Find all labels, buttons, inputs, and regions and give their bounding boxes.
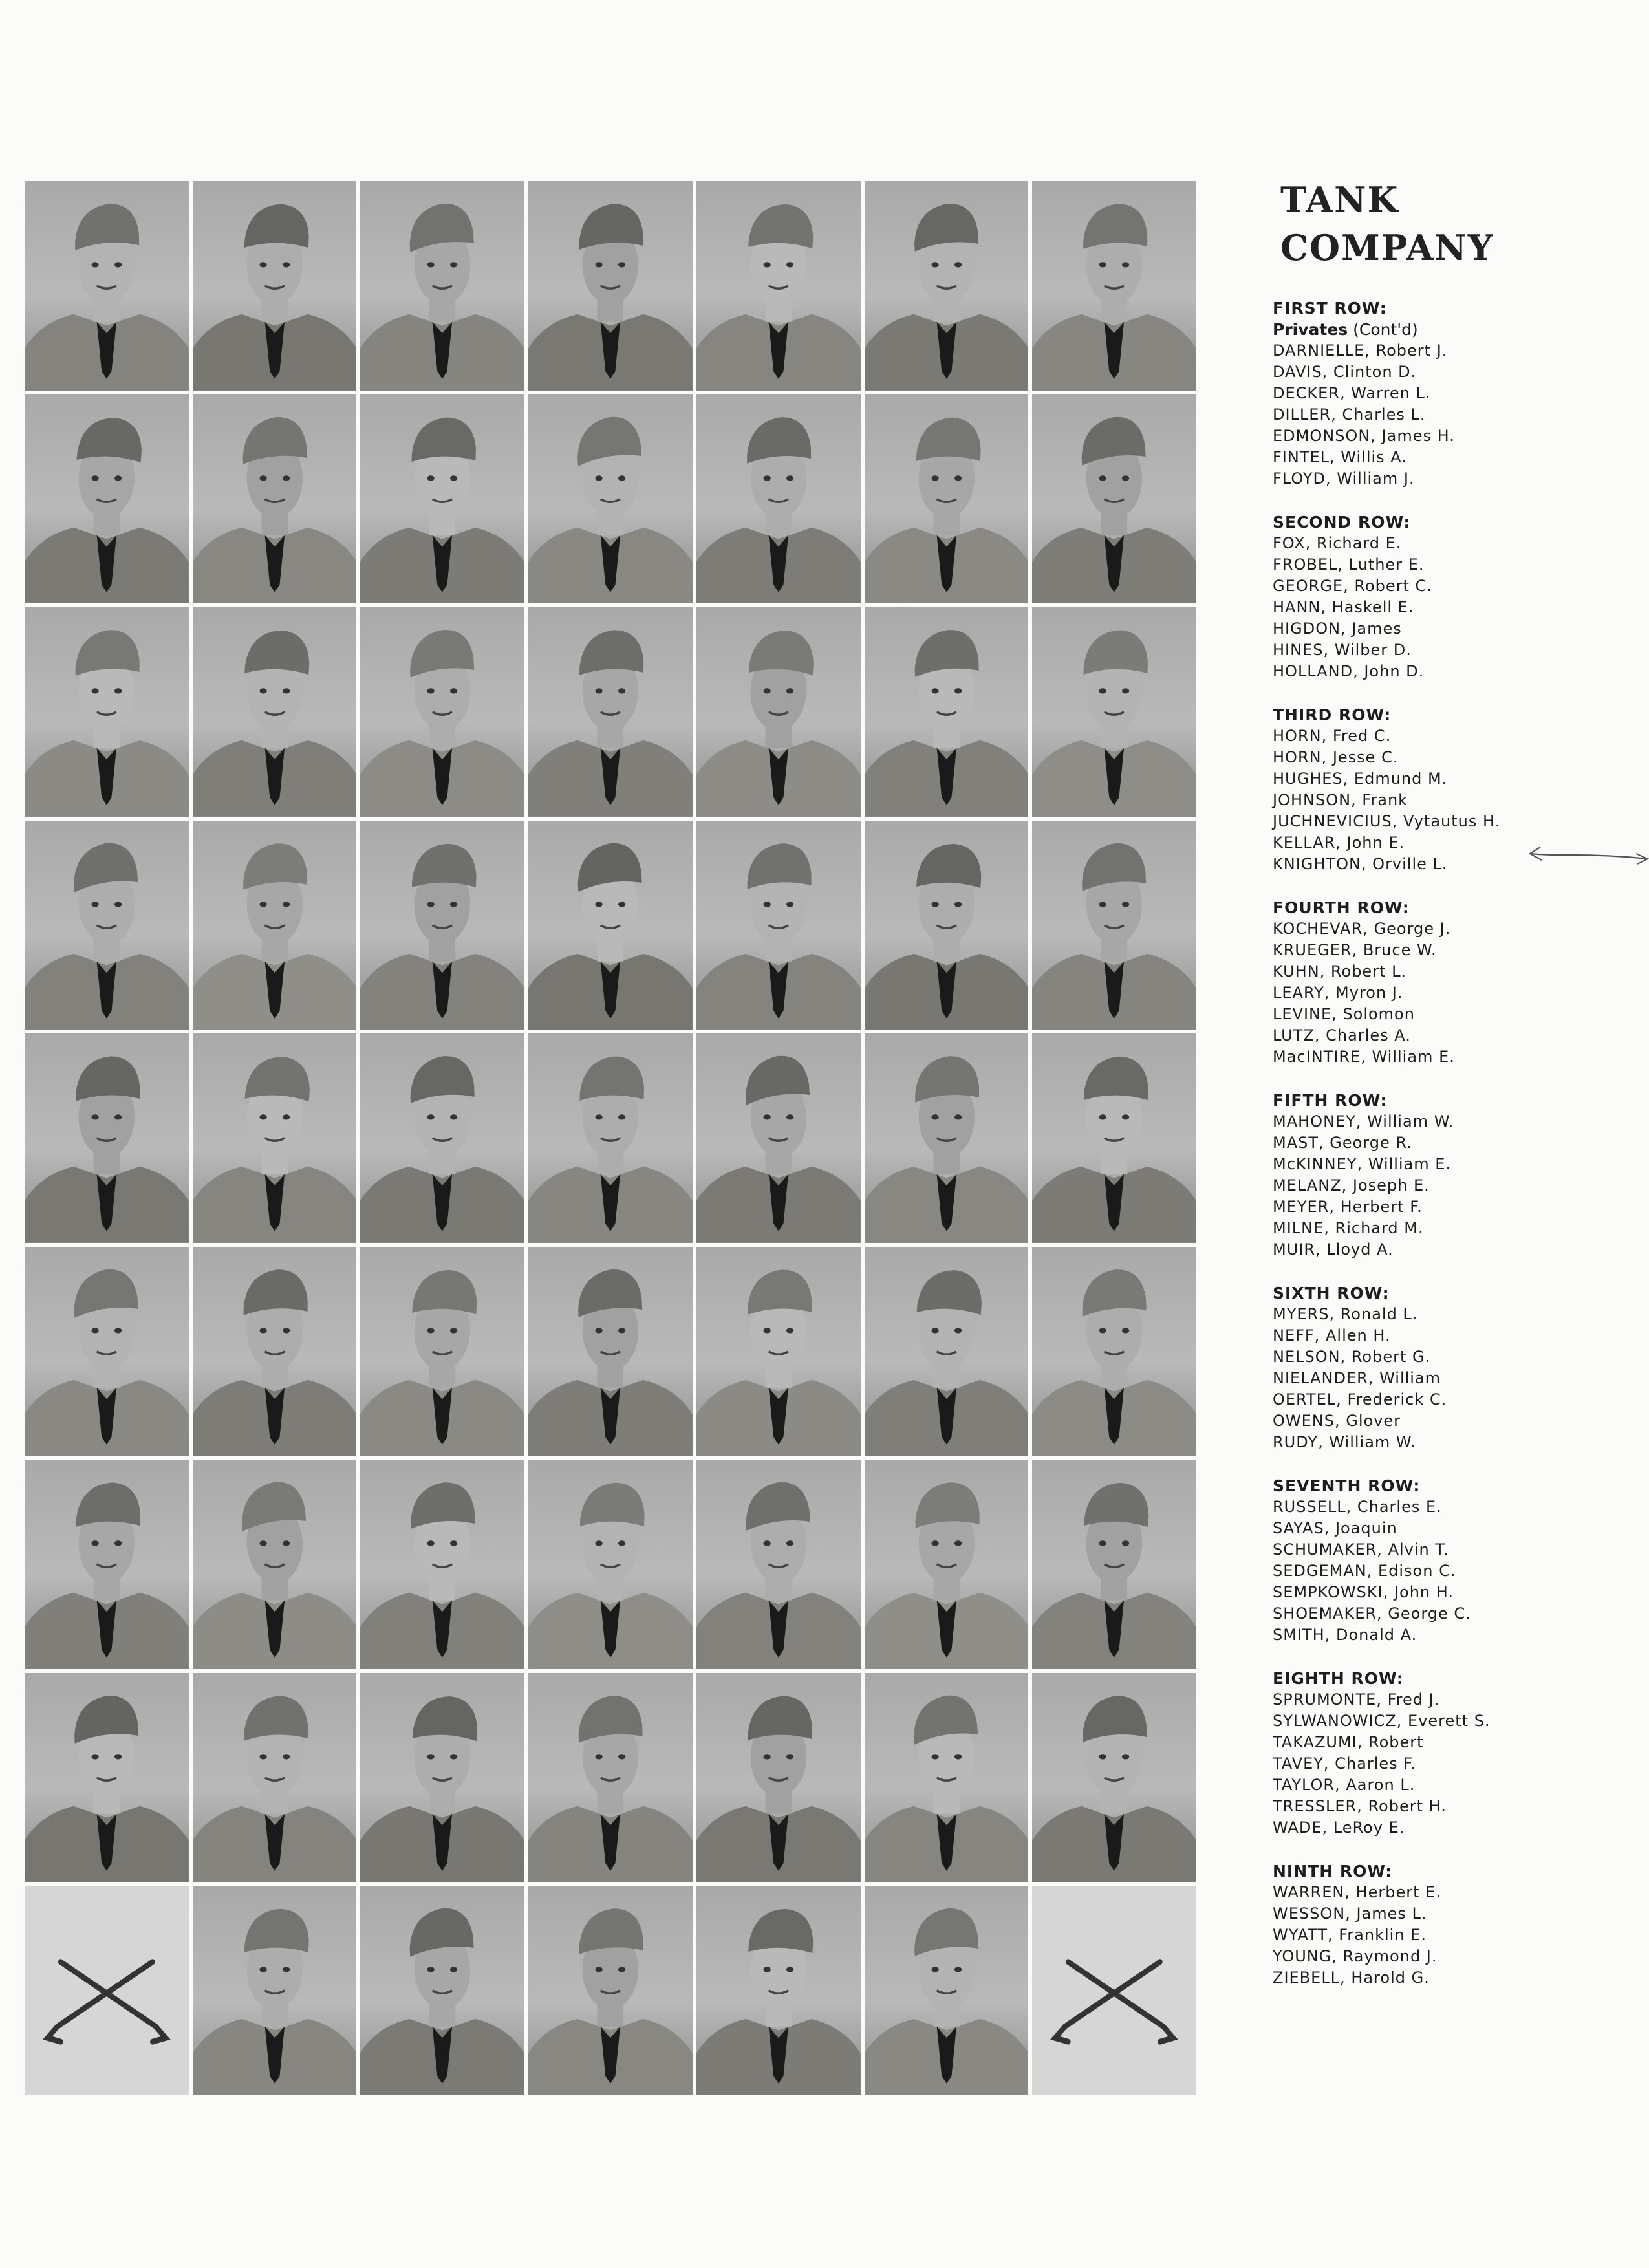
roster-name: SPRUMONTE, Fred J.	[1273, 1690, 1440, 1709]
roster-name: MUIR, Lloyd A.	[1273, 1240, 1394, 1258]
soldier-portrait-photo	[1032, 394, 1196, 604]
title-line-2: COMPANY	[1280, 227, 1494, 268]
roster-name: OERTEL, Frederick C.	[1273, 1390, 1447, 1409]
roster-name: FLOYD, William J.	[1273, 470, 1415, 488]
roster-section	[1273, 1668, 1635, 1839]
soldier-portrait-photo	[865, 1247, 1029, 1456]
roster-name: KUHN, Robert L.	[1273, 962, 1407, 980]
title-line-1: TANK	[1280, 179, 1399, 221]
roster-section	[1273, 1090, 1635, 1260]
soldier-portrait-photo	[696, 1673, 861, 1883]
soldier-portrait-photo	[360, 1247, 524, 1456]
roster-name: FOX, Richard E.	[1273, 534, 1402, 552]
roster-name: TAKAZUMI, Robert	[1273, 1733, 1424, 1751]
roster-name: NEFF, Allen H.	[1273, 1326, 1391, 1345]
soldier-portrait-photo	[1032, 1673, 1196, 1883]
soldier-portrait-photo	[865, 1460, 1029, 1669]
soldier-portrait-photo	[865, 1673, 1029, 1883]
soldier-portrait-photo	[25, 1673, 189, 1883]
roster-name: SHOEMAKER, George C.	[1273, 1604, 1471, 1623]
roster-name: SCHUMAKER, Alvin T.	[1273, 1540, 1449, 1559]
roster-name: RUSSELL, Charles E.	[1273, 1498, 1442, 1516]
roster-name: TRESSLER, Robert H.	[1273, 1797, 1447, 1815]
soldier-portrait-photo	[193, 1247, 357, 1456]
roster-name: LUTZ, Charles A.	[1273, 1026, 1411, 1044]
crossed-rifles-icon	[25, 1886, 189, 2095]
soldier-portrait-photo	[193, 607, 357, 817]
soldier-portrait-photo	[193, 181, 357, 391]
roster-column	[1273, 176, 1635, 1989]
roster-name: NELSON, Robert G.	[1273, 1348, 1431, 1366]
soldier-portrait-photo	[25, 821, 189, 1030]
roster-name: DAVIS, Clinton D.	[1273, 363, 1417, 381]
soldier-portrait-photo	[193, 821, 357, 1030]
roster-name: HINES, Wilber D.	[1273, 641, 1412, 659]
soldier-portrait-photo	[865, 1886, 1029, 2095]
roster-name: MELANZ, Joseph E.	[1273, 1176, 1430, 1194]
roster-section	[1273, 512, 1635, 682]
roster-name: MYERS, Ronald L.	[1273, 1305, 1418, 1323]
soldier-portrait-photo	[865, 181, 1029, 391]
rank-subheading	[1273, 319, 1635, 340]
rank-note: (Cont'd)	[1348, 320, 1418, 339]
soldier-portrait-photo	[528, 1886, 693, 2095]
roster-section	[1273, 1861, 1635, 1989]
page-title	[1280, 176, 1635, 272]
soldier-portrait-photo	[25, 181, 189, 391]
crossed-rifles-icon	[1032, 1886, 1196, 2095]
roster-name: HIGDON, James	[1273, 620, 1402, 638]
soldier-portrait-photo	[696, 1460, 861, 1669]
roster-name: KOCHEVAR, George J.	[1273, 920, 1451, 938]
roster-name: JUCHNEVICIUS, Vytautus H.	[1273, 812, 1501, 830]
row-heading: FIFTH ROW:	[1273, 1091, 1388, 1110]
row-heading: NINTH ROW:	[1273, 1862, 1393, 1881]
roster-name: OWENS, Glover	[1273, 1412, 1401, 1430]
soldier-portrait-photo	[528, 1247, 693, 1456]
row-heading: FOURTH ROW:	[1273, 898, 1410, 917]
roster-name: ZIEBELL, Harold G.	[1273, 1969, 1430, 1987]
soldier-portrait-photo	[193, 1673, 357, 1883]
roster-name: HORN, Fred C.	[1273, 727, 1392, 745]
roster-name: McKINNEY, William E.	[1273, 1155, 1452, 1173]
soldier-portrait-photo	[1032, 1247, 1196, 1456]
roster-name: FINTEL, Willis A.	[1273, 448, 1407, 466]
roster-name: MILNE, Richard M.	[1273, 1219, 1424, 1237]
roster-name: HORN, Jesse C.	[1273, 748, 1399, 766]
soldier-portrait-photo	[1032, 181, 1196, 391]
soldier-portrait-photo	[1032, 607, 1196, 817]
roster-name: LEVINE, Solomon	[1273, 1005, 1415, 1023]
roster-name: WYATT, Franklin E.	[1273, 1926, 1427, 1944]
photo-grid	[25, 181, 1196, 2095]
soldier-portrait-photo	[360, 607, 524, 817]
soldier-portrait-photo	[696, 1886, 861, 2095]
roster-name: RUDY, William W.	[1273, 1433, 1416, 1451]
soldier-portrait-photo	[528, 607, 693, 817]
soldier-portrait-photo	[360, 1673, 524, 1883]
roster-name: LEARY, Myron J.	[1273, 984, 1403, 1002]
roster-name: TAVEY, Charles F.	[1273, 1755, 1416, 1773]
soldier-portrait-photo	[696, 394, 861, 604]
soldier-portrait-photo	[25, 394, 189, 604]
row-heading: EIGHTH ROW:	[1273, 1669, 1404, 1688]
roster-section	[1273, 1475, 1635, 1646]
soldier-portrait-photo	[865, 1033, 1029, 1243]
soldier-portrait-photo	[696, 181, 861, 391]
roster-name: MEYER, Herbert F.	[1273, 1198, 1423, 1216]
roster-name: EDMONSON, James H.	[1273, 427, 1455, 445]
row-heading: SIXTH ROW:	[1273, 1284, 1390, 1302]
soldier-portrait-photo	[528, 821, 693, 1030]
soldier-portrait-photo	[25, 607, 189, 817]
soldier-portrait-photo	[360, 1886, 524, 2095]
roster-name: MAST, George R.	[1273, 1134, 1412, 1152]
soldier-portrait-photo	[696, 1033, 861, 1243]
soldier-portrait-photo	[696, 1247, 861, 1456]
soldier-portrait-photo	[528, 1033, 693, 1243]
soldier-portrait-photo	[528, 181, 693, 391]
soldier-portrait-photo	[193, 1460, 357, 1669]
roster-name: WARREN, Herbert E.	[1273, 1883, 1441, 1901]
roster-name: NIELANDER, William	[1273, 1369, 1441, 1387]
roster-name: SAYAS, Joaquin	[1273, 1519, 1397, 1537]
soldier-portrait-photo	[360, 394, 524, 604]
roster-name: KELLAR, John E.	[1273, 834, 1405, 852]
roster-name: FROBEL, Luther E.	[1273, 556, 1425, 574]
soldier-portrait-photo	[25, 1033, 189, 1243]
soldier-portrait-photo	[865, 821, 1029, 1030]
roster-name: SEMPKOWSKI, John H.	[1273, 1583, 1454, 1601]
row-heading: SEVENTH ROW:	[1273, 1476, 1421, 1495]
roster-name: WADE, LeRoy E.	[1273, 1819, 1405, 1837]
soldier-portrait-photo	[865, 607, 1029, 817]
soldier-portrait-photo	[696, 607, 861, 817]
roster-name: SEDGEMAN, Edison C.	[1273, 1562, 1456, 1580]
roster-name: HUGHES, Edmund M.	[1273, 770, 1448, 788]
roster-name: KNIGHTON, Orville L.	[1273, 855, 1448, 873]
row-heading: FIRST ROW:	[1273, 299, 1387, 318]
roster-name: DECKER, Warren L.	[1273, 384, 1431, 402]
soldier-portrait-photo	[193, 1886, 357, 2095]
soldier-portrait-photo	[360, 1460, 524, 1669]
roster-name: WESSON, James L.	[1273, 1905, 1427, 1923]
soldier-portrait-photo	[696, 821, 861, 1030]
soldier-portrait-photo	[865, 394, 1029, 604]
roster-name: KRUEGER, Bruce W.	[1273, 941, 1437, 959]
roster-section	[1273, 297, 1635, 490]
rank-label: Privates	[1273, 320, 1348, 339]
roster-name: DARNIELLE, Robert J.	[1273, 341, 1448, 360]
roster-name: SMITH, Donald A.	[1273, 1626, 1417, 1644]
soldier-portrait-photo	[360, 821, 524, 1030]
roster-name: YOUNG, Raymond J.	[1273, 1947, 1438, 1965]
soldier-portrait-photo	[528, 1460, 693, 1669]
roster-sections	[1273, 297, 1635, 1989]
handwritten-arrow-icon	[1526, 841, 1649, 873]
soldier-portrait-photo	[1032, 1460, 1196, 1669]
roster-name: HANN, Haskell E.	[1273, 598, 1414, 616]
row-heading: SECOND ROW:	[1273, 513, 1411, 532]
row-heading: THIRD ROW:	[1273, 706, 1392, 724]
soldier-portrait-photo	[360, 181, 524, 391]
roster-name: MacINTIRE, William E.	[1273, 1048, 1455, 1066]
roster-section	[1273, 897, 1635, 1068]
soldier-portrait-photo	[360, 1033, 524, 1243]
soldier-portrait-photo	[193, 1033, 357, 1243]
soldier-portrait-photo	[528, 1673, 693, 1883]
roster-name: SYLWANOWICZ, Everett S.	[1273, 1712, 1491, 1730]
soldier-portrait-photo	[193, 394, 357, 604]
roster-name: HOLLAND, John D.	[1273, 662, 1425, 680]
soldier-portrait-photo	[528, 394, 693, 604]
roster-name: TAYLOR, Aaron L.	[1273, 1776, 1416, 1794]
roster-name: GEORGE, Robert C.	[1273, 577, 1432, 595]
roster-name: MAHONEY, William W.	[1273, 1112, 1454, 1130]
roster-section	[1273, 1282, 1635, 1453]
roster-name: JOHNSON, Frank	[1273, 791, 1408, 809]
soldier-portrait-photo	[25, 1460, 189, 1669]
roster-name: DILLER, Charles L.	[1273, 405, 1426, 424]
soldier-portrait-photo	[1032, 821, 1196, 1030]
soldier-portrait-photo	[25, 1247, 189, 1456]
soldier-portrait-photo	[1032, 1033, 1196, 1243]
